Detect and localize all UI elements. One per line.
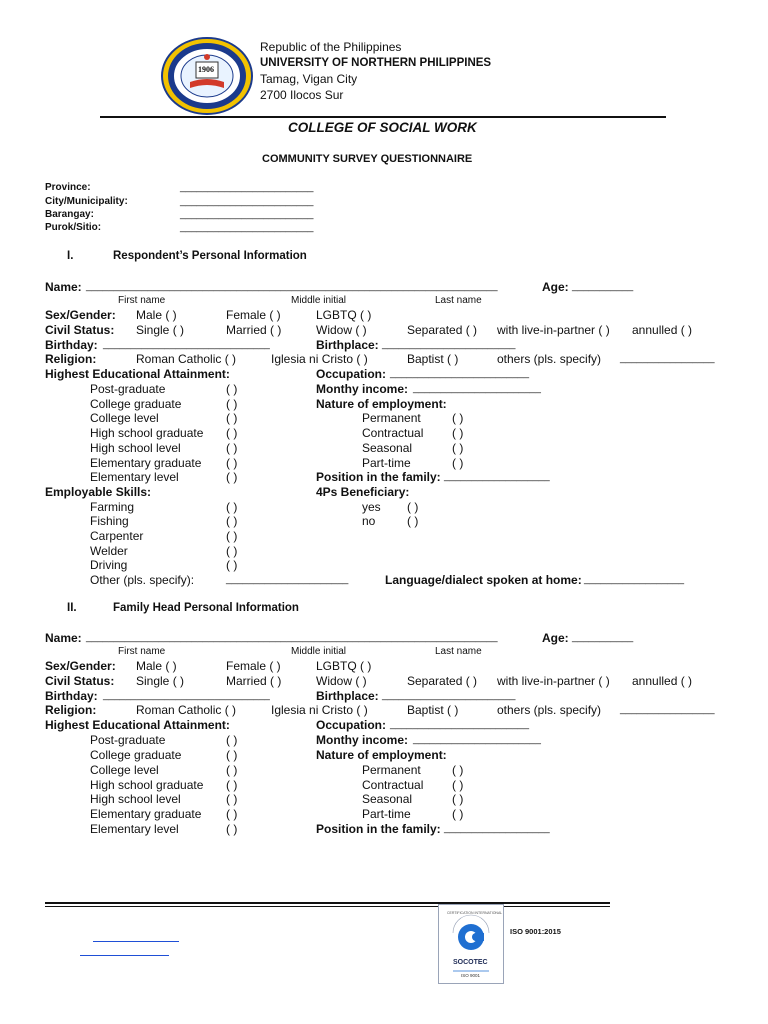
header-university: UNIVERSITY OF NORTHERN PHILIPPINES	[260, 57, 492, 69]
age-label: Age:	[542, 280, 569, 294]
head-employment-label: Nature of employment:	[316, 748, 447, 762]
emp-contractual: Contractual	[362, 426, 424, 440]
head-emp-seasonal-check[interactable]: ( )	[452, 792, 464, 806]
edu-college-level-check[interactable]: ( )	[226, 411, 238, 425]
skill-other: Other (pls. specify):	[90, 573, 195, 587]
section-1-title: Respondent’s Personal Information	[113, 250, 307, 262]
edu-elem-level: Elementary level	[90, 470, 179, 484]
university-seal	[160, 36, 254, 116]
skill-driving-check[interactable]: ( )	[226, 558, 238, 572]
head-religion-others-blank[interactable]: _________________	[620, 704, 715, 715]
head-religion-others[interactable]: others (pls. specify)	[497, 703, 602, 717]
religion-others-blank[interactable]: _________________	[620, 353, 715, 364]
civil-single[interactable]: Single ( )	[136, 323, 185, 337]
head-birthday-blank[interactable]: ______________________________	[103, 690, 270, 701]
head-name-blank[interactable]: __________________________________________________________________________	[86, 632, 498, 643]
emp-part-time-check[interactable]: ( )	[452, 456, 464, 470]
header-city: Tamag, Vigan City	[260, 72, 358, 86]
birthplace-label: Birthplace:	[316, 338, 379, 352]
name-blank[interactable]: __________________________________________________________________________	[86, 281, 498, 292]
head-edu-post-graduate: Post-graduate	[90, 733, 166, 747]
head-edu-hs-graduate: High school graduate	[90, 778, 204, 792]
head-civil-married[interactable]: Married ( )	[226, 674, 282, 688]
last-name-caption: Last name	[435, 295, 482, 306]
head-birthplace-label: Birthplace:	[316, 689, 379, 703]
head-civil-status-label: Civil Status:	[45, 674, 115, 688]
province-label: Province:	[45, 182, 91, 193]
income-blank[interactable]: _______________________	[413, 383, 541, 394]
head-emp-contractual-check[interactable]: ( )	[452, 778, 464, 792]
head-first-name-caption: First name	[118, 646, 166, 657]
head-edu-elem-level-check[interactable]: ( )	[226, 822, 238, 836]
head-occupation-blank[interactable]: _________________________	[390, 719, 530, 730]
emp-permanent-check[interactable]: ( )	[452, 411, 464, 425]
civil-married[interactable]: Married ( )	[226, 323, 282, 337]
head-emp-permanent: Permanent	[362, 763, 421, 777]
header-rule	[100, 116, 666, 118]
religion-label: Religion:	[45, 352, 97, 366]
head-civil-annulled[interactable]: annulled ( )	[632, 674, 693, 688]
sex-label: Sex/Gender:	[45, 308, 116, 322]
edu-post-graduate: Post-graduate	[90, 382, 166, 396]
head-age-blank[interactable]: ___________	[572, 632, 634, 643]
skill-welder: Welder	[90, 544, 128, 558]
head-position-blank[interactable]: ___________________	[444, 823, 550, 834]
badge-ring-text: CERTIFICATION INTERNATIONAL	[447, 911, 503, 915]
sex-male[interactable]: Male ( )	[136, 308, 177, 322]
head-sex-lgbtq[interactable]: LGBTQ ( )	[316, 659, 372, 673]
province-blank[interactable]: ________________________	[180, 182, 314, 193]
fourps-label: 4Ps Beneficiary:	[316, 485, 410, 499]
seal-year: 1906	[198, 65, 214, 74]
religion-iglesia[interactable]: Iglesia ni Cristo ( )	[271, 352, 368, 366]
head-sex-label: Sex/Gender:	[45, 659, 116, 673]
head-last-name-caption: Last name	[435, 646, 482, 657]
head-edu-post-graduate-check[interactable]: ( )	[226, 733, 238, 747]
socotec-badge	[438, 904, 504, 984]
civil-live-in[interactable]: with live-in-partner ( )	[497, 323, 610, 337]
edu-post-graduate-check[interactable]: ( )	[226, 382, 238, 396]
sex-lgbtq[interactable]: LGBTQ ( )	[316, 308, 372, 322]
religion-others[interactable]: others (pls. specify)	[497, 352, 602, 366]
head-civil-live-in[interactable]: with live-in-partner ( )	[497, 674, 610, 688]
birthday-blank[interactable]: ______________________________	[103, 339, 270, 350]
fourps-yes-check[interactable]: ( )	[407, 500, 419, 514]
iso-certification: ISO 9001:2015	[510, 927, 561, 936]
language-blank[interactable]: __________________	[584, 574, 685, 585]
birthplace-blank[interactable]: ________________________	[382, 339, 516, 350]
employment-label: Nature of employment:	[316, 397, 447, 411]
city-label: City/Municipality:	[45, 196, 128, 207]
skill-farming-check[interactable]: ( )	[226, 500, 238, 514]
religion-catholic[interactable]: Roman Catholic ( )	[136, 352, 237, 366]
head-income-blank[interactable]: _______________________	[413, 734, 541, 745]
head-emp-contractual: Contractual	[362, 778, 424, 792]
footer-link-1[interactable]	[93, 941, 179, 942]
head-religion-label: Religion:	[45, 703, 97, 717]
sex-female[interactable]: Female ( )	[226, 308, 281, 322]
edu-hs-level: High school level	[90, 441, 181, 455]
skill-farming: Farming	[90, 500, 135, 514]
header-province: 2700 Ilocos Sur	[260, 88, 344, 102]
head-edu-college-graduate-check[interactable]: ( )	[226, 748, 238, 762]
head-edu-hs-level: High school level	[90, 792, 181, 806]
badge-brand: SOCOTEC	[453, 959, 488, 966]
head-emp-part-time: Part-time	[362, 807, 411, 821]
head-edu-hs-level-check[interactable]: ( )	[226, 792, 238, 806]
edu-hs-graduate-check[interactable]: ( )	[226, 426, 238, 440]
edu-elem-level-check[interactable]: ( )	[226, 470, 238, 484]
head-religion-baptist[interactable]: Baptist ( )	[407, 703, 459, 717]
header-republic: Republic of the Philippines	[260, 40, 402, 54]
head-civil-single[interactable]: Single ( )	[136, 674, 185, 688]
edu-hs-level-check[interactable]: ( )	[226, 441, 238, 455]
head-middle-initial-caption: Middle initial	[291, 646, 347, 657]
footer-link-2[interactable]	[80, 955, 169, 956]
footer-rule-thin	[45, 906, 610, 907]
head-sex-male[interactable]: Male ( )	[136, 659, 177, 673]
head-birthday-label: Birthday:	[45, 689, 98, 703]
emp-seasonal-check[interactable]: ( )	[452, 441, 464, 455]
head-emp-permanent-check[interactable]: ( )	[452, 763, 464, 777]
head-civil-separated[interactable]: Separated ( )	[407, 674, 478, 688]
edu-college-level: College level	[90, 411, 159, 425]
head-birthplace-blank[interactable]: ________________________	[382, 690, 516, 701]
head-civil-widow[interactable]: Widow ( )	[316, 674, 367, 688]
head-religion-iglesia[interactable]: Iglesia ni Cristo ( )	[271, 703, 368, 717]
emp-contractual-check[interactable]: ( )	[452, 426, 464, 440]
edu-college-graduate: College graduate	[90, 397, 182, 411]
head-age-label: Age:	[542, 631, 569, 645]
college-title: COLLEGE OF SOCIAL WORK	[288, 120, 477, 135]
first-name-caption: First name	[118, 295, 166, 306]
birthday-label: Birthday:	[45, 338, 98, 352]
emp-seasonal: Seasonal	[362, 441, 413, 455]
religion-baptist[interactable]: Baptist ( )	[407, 352, 459, 366]
section-2-title: Family Head Personal Information	[113, 602, 299, 614]
city-blank[interactable]: ________________________	[180, 196, 314, 207]
head-edu-college-level-check[interactable]: ( )	[226, 763, 238, 777]
skill-driving: Driving	[90, 558, 128, 572]
purok-blank[interactable]: ________________________	[180, 222, 314, 233]
head-education-label: Highest Educational Attainment:	[45, 718, 230, 732]
head-edu-elem-graduate: Elementary graduate	[90, 807, 202, 821]
skill-fishing-check[interactable]: ( )	[226, 514, 238, 528]
edu-hs-graduate: High school graduate	[90, 426, 204, 440]
skill-fishing: Fishing	[90, 514, 129, 528]
edu-college-graduate-check[interactable]: ( )	[226, 397, 238, 411]
head-income-label: Monthy income:	[316, 733, 408, 747]
position-blank[interactable]: ___________________	[444, 471, 550, 482]
badge-iso: ISO 9001	[461, 973, 481, 978]
head-emp-seasonal: Seasonal	[362, 792, 413, 806]
barangay-label: Barangay:	[45, 209, 94, 220]
fourps-no-check[interactable]: ( )	[407, 514, 419, 528]
civil-status-label: Civil Status:	[45, 323, 115, 337]
position-label: Position in the family:	[316, 470, 441, 484]
skill-other-blank[interactable]: ______________________	[226, 574, 349, 585]
head-edu-college-graduate: College graduate	[90, 748, 182, 762]
skill-carpenter-check[interactable]: ( )	[226, 529, 238, 543]
barangay-blank[interactable]: ________________________	[180, 209, 314, 220]
middle-initial-caption: Middle initial	[291, 295, 347, 306]
section-1-number: I.	[67, 250, 74, 262]
head-occupation-label: Occupation:	[316, 718, 387, 732]
skill-welder-check[interactable]: ( )	[226, 544, 238, 558]
civil-annulled[interactable]: annulled ( )	[632, 323, 693, 337]
head-emp-part-time-check[interactable]: ( )	[452, 807, 464, 821]
head-sex-female[interactable]: Female ( )	[226, 659, 281, 673]
age-blank[interactable]: ___________	[572, 281, 634, 292]
skills-label: Employable Skills:	[45, 485, 152, 499]
fourps-yes: yes	[362, 500, 381, 514]
head-name-label: Name:	[45, 631, 82, 645]
purok-label: Purok/Sitio:	[45, 222, 102, 233]
language-label: Language/dialect spoken at home:	[385, 573, 582, 587]
head-edu-elem-level: Elementary level	[90, 822, 179, 836]
form-title: COMMUNITY SURVEY QUESTIONNAIRE	[262, 153, 473, 165]
head-position-label: Position in the family:	[316, 822, 441, 836]
footer-rule	[45, 902, 610, 904]
skill-carpenter: Carpenter	[90, 529, 144, 543]
education-label: Highest Educational Attainment:	[45, 367, 230, 381]
fourps-no: no	[362, 514, 376, 528]
head-edu-college-level: College level	[90, 763, 159, 777]
edu-elem-graduate: Elementary graduate	[90, 456, 202, 470]
emp-permanent: Permanent	[362, 411, 421, 425]
emp-part-time: Part-time	[362, 456, 411, 470]
name-label: Name:	[45, 280, 82, 294]
section-2-number: II.	[67, 602, 77, 614]
edu-elem-graduate-check[interactable]: ( )	[226, 456, 238, 470]
civil-widow[interactable]: Widow ( )	[316, 323, 367, 337]
head-edu-elem-graduate-check[interactable]: ( )	[226, 807, 238, 821]
income-label: Monthy income:	[316, 382, 408, 396]
occupation-label: Occupation:	[316, 367, 387, 381]
occupation-blank[interactable]: _________________________	[390, 368, 530, 379]
civil-separated[interactable]: Separated ( )	[407, 323, 478, 337]
head-religion-catholic[interactable]: Roman Catholic ( )	[136, 703, 237, 717]
head-edu-hs-graduate-check[interactable]: ( )	[226, 778, 238, 792]
